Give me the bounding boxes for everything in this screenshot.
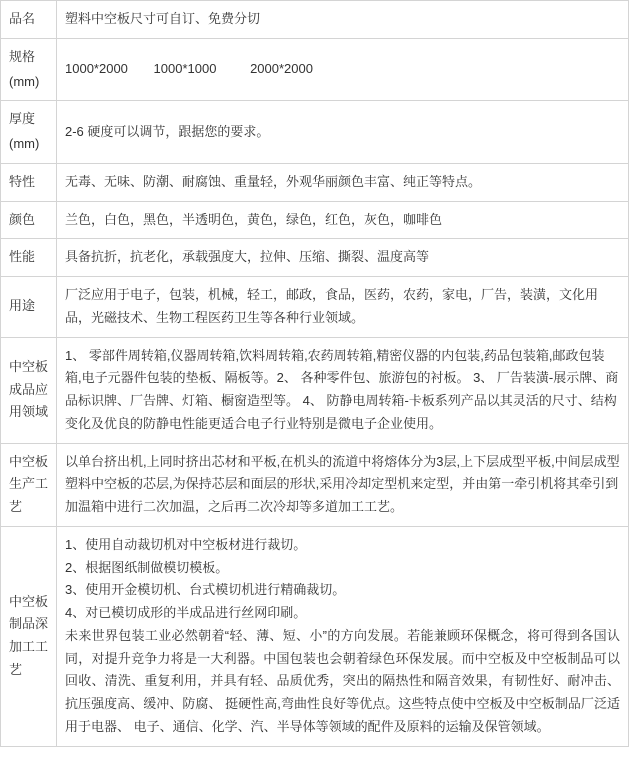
table-row <box>1 201 629 239</box>
row-label-production-process: 中空板生产工艺 <box>1 443 57 526</box>
deep-processing-step-4: 4、对已模切成形的半成品进行丝网印刷。 <box>65 605 307 620</box>
table-row <box>1 337 629 443</box>
row-label-thickness-text: 厚度 <box>9 111 36 127</box>
row-value-production-process: 以单台挤出机,上同时挤出芯材和平板,在机头的流道中将熔体分为3层,上下层成型平板,中间层成型塑料中空板的芯层,为保持芯层和面层的形状,采用冷却定型机来定型，并由第一牵引机将其牵引到加温箱中进行二次加温，之后再二次冷却等多道加工工艺。 <box>57 443 629 526</box>
row-value-thickness: 2-6 硬度可以调节，跟据您的要求。 <box>57 101 629 164</box>
row-label-usage: 用途 <box>1 277 57 338</box>
table-row <box>1 163 629 201</box>
row-value-usage: 厂泛应用于电子，包装，机械，轻工，邮政，食品，医药，农药，家电，厂告，装潢，文化用品，光磁技术、生物工程医药卫生等各种行业领域。 <box>57 277 629 338</box>
row-value-deep-processing <box>57 526 629 746</box>
row-label-spec-unit: (mm) <box>9 73 40 89</box>
table-row <box>1 526 629 746</box>
table-row <box>1 443 629 526</box>
row-value-characteristics: 无毒、无味、防潮、耐腐蚀、重量轻，外观华丽颜色丰富、纯正等特点。 <box>57 163 629 201</box>
row-value-application-fields: 1、 零部件周转箱,仪器周转箱,饮料周转箱,农药周转箱,精密仪器的内包装,药品包装箱,邮政包装箱,电子元器件包装的垫板、隔板等。2、 各种零件包、旅游包的衬板。 3、 厂告装潢-展示牌、商品标识牌、厂告牌、灯箱、橱窗造型等。 4、 防静电周转箱-卡板系列产品以其灵活的尺寸、结构变化及优良的防静电性能更适合电子行业特别是微电子企业使用。 <box>57 337 629 443</box>
table-row <box>1 239 629 277</box>
row-value-color: 兰色，白色，黑色，半透明色，黄色，绿色，红色，灰色，咖啡色 <box>57 201 629 239</box>
table-row <box>1 277 629 338</box>
table-row <box>1 1 629 39</box>
row-label-thickness-unit: (mm) <box>9 136 40 151</box>
deep-processing-step-3: 3、使用开金模切机、台式模切机进行精确裁切。 <box>65 582 346 598</box>
spec-size-2: 1000*1000 <box>153 61 217 77</box>
row-label-deep-processing: 中空板制品深加工工艺 <box>1 526 57 746</box>
row-label-performance: 性能 <box>1 239 57 277</box>
table-row <box>1 101 629 164</box>
row-label-application-fields: 中空板成品应用领域 <box>1 337 57 443</box>
row-label-color: 颜色 <box>1 201 57 239</box>
row-value-spec <box>57 38 629 101</box>
row-label-name: 品名 <box>1 1 57 39</box>
spec-size-3: 2000*2000 <box>250 61 313 77</box>
spec-size-1: 1000*2000 <box>65 61 128 77</box>
row-label-thickness <box>1 101 57 164</box>
row-label-spec <box>1 38 57 101</box>
deep-processing-paragraph: 未来世界包装工业必然朝着“轻、薄、短、小”的方向发展。若能兼顾环保概念，将可得到各国认同，对提升竞争力将是一大利器。中国包装也会朝着绿色环保发展。而中空板及中空板制品可以回收、清洗、重复利用，并具有轻、品质优秀，突出的隔热性和隔音效果，有韧性好、耐冲击、抗压强度高、缓冲、防腐、 挺硬性高,弯曲性良好等优点。这些特点使中空板及中空板制品厂泛适用于电器、 电子、通信、化学、汽、半导体等领域的配件及原料的运输及保管领域。 <box>65 627 620 734</box>
row-value-name: 塑料中空板尺寸可自订、免费分切 <box>57 1 629 39</box>
table-row <box>1 38 629 101</box>
deep-processing-step-2: 2、根据图纸制做模切模板。 <box>65 559 229 575</box>
row-label-spec-text: 规格 <box>9 48 36 64</box>
row-label-characteristics: 特性 <box>1 163 57 201</box>
deep-processing-step-1: 1、使用自动裁切机对中空板材进行裁切。 <box>65 536 307 552</box>
row-value-performance: 具备抗折，抗老化，承载强度大，拉伸、压缩、撕裂、温度高等 <box>57 239 629 277</box>
